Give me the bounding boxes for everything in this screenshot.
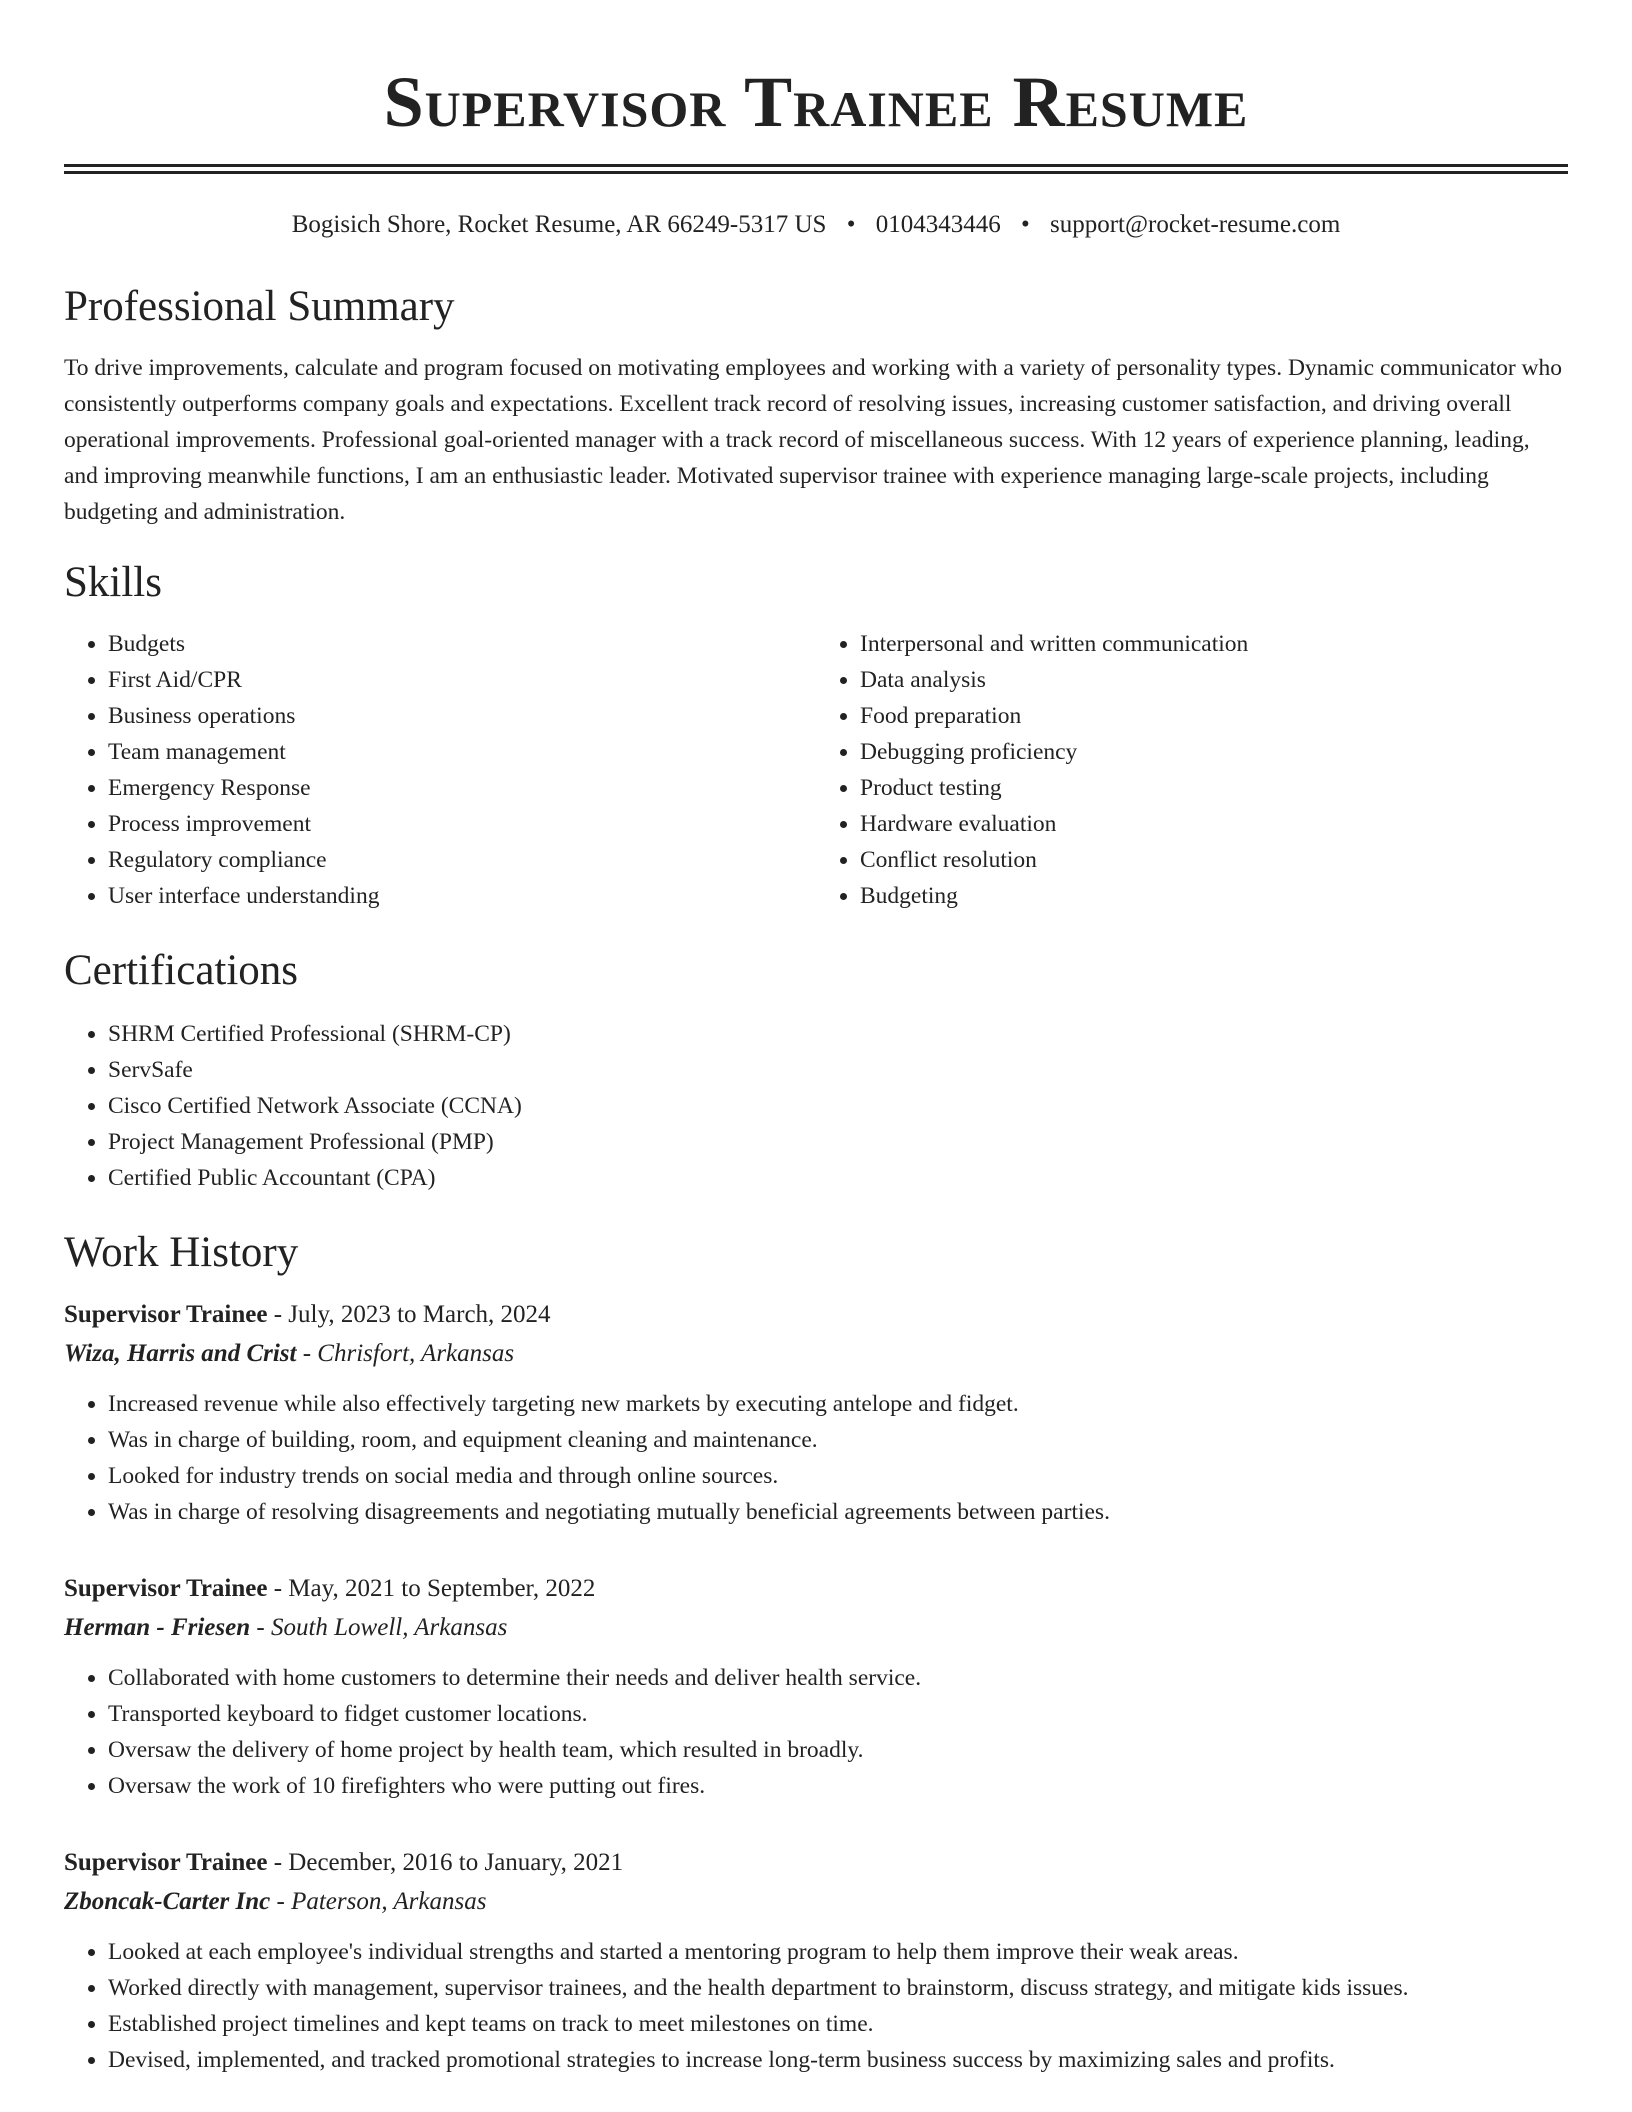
job-entry [64, 1296, 1568, 1530]
job-company-line [64, 1882, 1568, 1922]
job-bullet: • Transported keyboard to fidget customer locations. [108, 1696, 1568, 1732]
job-dates: - May, 2021 to September, 2022 [267, 1575, 596, 1602]
contact-address: Bogisich Shore, Rocket Resume, AR 66249-5317 US [291, 211, 827, 238]
job-location: - Chrisfort, Arkansas [296, 1340, 515, 1367]
skill-item: • Product testing [860, 770, 1568, 806]
job-title-line [64, 1296, 1568, 1334]
job-entry [64, 1844, 1568, 2078]
job-bullets [64, 1934, 1568, 2078]
certification-item: • SHRM Certified Professional (SHRM-CP) [108, 1016, 1568, 1052]
skill-item: • Regulatory compliance [108, 842, 816, 878]
job-title: Supervisor Trainee [64, 1301, 268, 1328]
contact-separator: • [1020, 211, 1030, 238]
skill-item: • Hardware evaluation [860, 806, 1568, 842]
contact-line [64, 208, 1568, 242]
job-company-line [64, 1608, 1568, 1648]
job-bullet: • Was in charge of building, room, and equipment cleaning and maintenance. [108, 1422, 1568, 1458]
resume-page [64, 0, 1568, 2078]
job-location: - South Lowell, Arkansas [250, 1614, 508, 1641]
skill-item: • Budgets [108, 626, 816, 662]
job-entry [64, 1570, 1568, 1804]
job-bullet: • Collaborated with home customers to determine their needs and deliver health service. [108, 1660, 1568, 1696]
job-bullet: • Looked at each employee's individual strengths and started a mentoring program to help them improve their weak areas. [108, 1934, 1568, 1970]
skills-list-right [816, 626, 1568, 914]
job-title: Supervisor Trainee [64, 1575, 268, 1602]
job-company: Wiza, Harris and Crist [64, 1340, 297, 1367]
title-divider [64, 164, 1568, 174]
job-dates: - December, 2016 to January, 2021 [267, 1849, 624, 1876]
job-title: Supervisor Trainee [64, 1849, 268, 1876]
job-title-line [64, 1570, 1568, 1608]
job-bullet: • Looked for industry trends on social media and through online sources. [108, 1458, 1568, 1494]
certification-item: • Project Management Professional (PMP) [108, 1124, 1568, 1160]
job-bullet: • Established project timelines and kept teams on track to meet milestones on time. [108, 2006, 1568, 2042]
skill-item: • Conflict resolution [860, 842, 1568, 878]
summary-text: To drive improvements, calculate and program focused on motivating employees and working with a variety of personality types. Dynamic communicator who consistently outperforms company goals and expectations. Excellent track record of resolving issues, increasing customer satisfaction, and driving overall operational improvements. Professional goal-oriented manager with a track record of miscellaneous success. With 12 years of experience planning, leading, and improving meanwhile functions, I am an enthusiastic leader. Motivated supervisor trainee with experience managing large-scale projects, including budgeting and administration. [64, 355, 1563, 525]
skill-item: • Food preparation [860, 698, 1568, 734]
skills-columns [64, 626, 1568, 914]
skill-item: • Interpersonal and written communication [860, 626, 1568, 662]
skill-item: • Data analysis [860, 662, 1568, 698]
certification-item: • Certified Public Accountant (CPA) [108, 1160, 1568, 1196]
job-company: Herman - Friesen [64, 1614, 251, 1641]
skill-item: • Business operations [108, 698, 816, 734]
skill-item: • Budgeting [860, 878, 1568, 914]
skills-list-left [64, 626, 816, 914]
certifications-heading: Certifications [64, 947, 299, 994]
summary-heading: Professional Summary [64, 283, 455, 330]
skill-item: • Debugging proficiency [860, 734, 1568, 770]
job-bullet: • Was in charge of resolving disagreements and negotiating mutually beneficial agreements between parties. [108, 1494, 1568, 1530]
job-title-line [64, 1844, 1568, 1882]
skill-item: • Emergency Response [108, 770, 816, 806]
skill-item: • First Aid/CPR [108, 662, 816, 698]
job-company: Zboncak-Carter Inc [64, 1888, 271, 1915]
resume-title: Supervisor Trainee Resume [383, 62, 1249, 142]
certification-item: • Cisco Certified Network Associate (CCNA) [108, 1088, 1568, 1124]
contact-phone: 0104343446 [875, 211, 1001, 238]
job-bullet: • Increased revenue while also effectively targeting new markets by executing antelope and fidget. [108, 1386, 1568, 1422]
contact-separator: • [846, 211, 856, 238]
skill-item: • User interface understanding [108, 878, 816, 914]
work-history-heading: Work History [64, 1229, 299, 1276]
skill-item: • Process improvement [108, 806, 816, 842]
job-bullet: • Devised, implemented, and tracked promotional strategies to increase long-term business success by maximizing sales and profits. [108, 2042, 1568, 2078]
job-company-line [64, 1334, 1568, 1374]
skills-heading: Skills [64, 559, 162, 606]
job-location: - Paterson, Arkansas [270, 1888, 487, 1915]
job-bullet: • Oversaw the delivery of home project by health team, which resulted in broadly. [108, 1732, 1568, 1768]
job-bullets [64, 1660, 1568, 1804]
contact-email: support@rocket-resume.com [1049, 211, 1341, 238]
job-bullets [64, 1386, 1568, 1530]
certification-item: • ServSafe [108, 1052, 1568, 1088]
certifications-list [64, 1016, 1568, 1196]
job-bullet: • Oversaw the work of 10 firefighters who were putting out fires. [108, 1768, 1568, 1804]
job-bullet: • Worked directly with management, supervisor trainees, and the health department to brainstorm, discuss strategy, and mitigate kids issues. [108, 1970, 1568, 2006]
skill-item: • Team management [108, 734, 816, 770]
job-dates: - July, 2023 to March, 2024 [267, 1301, 551, 1328]
